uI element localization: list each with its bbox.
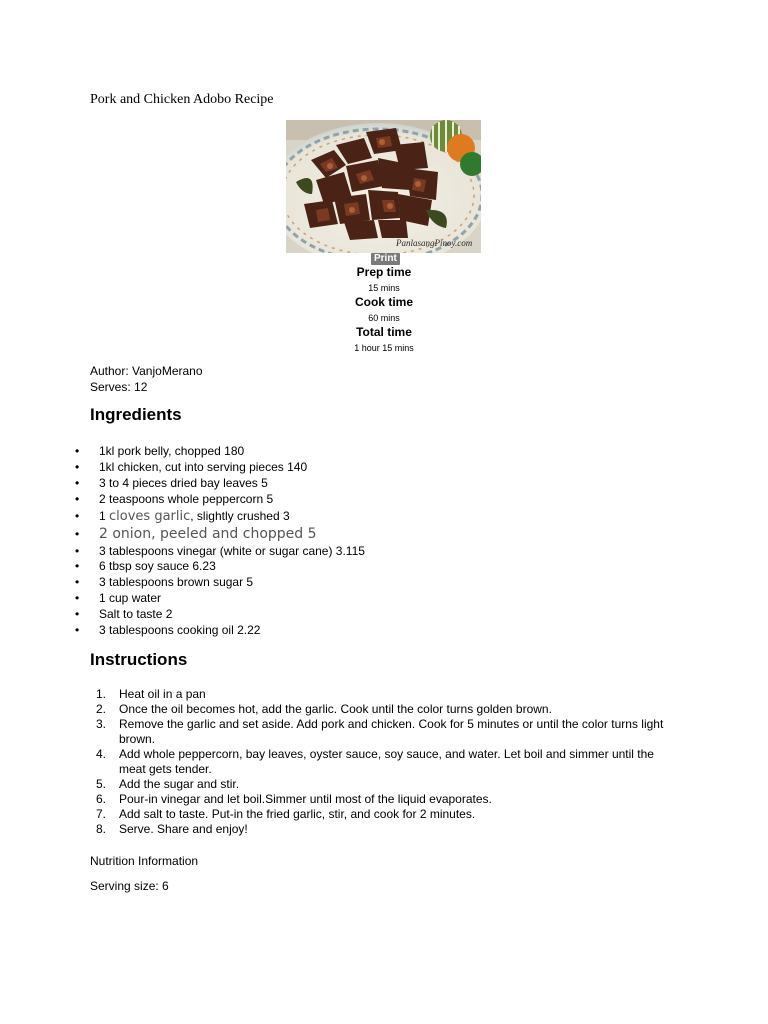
print-button[interactable]: Print — [371, 253, 400, 265]
instruction-step: 8. Serve. Share and enjoy! — [96, 822, 248, 836]
ingredients-heading: Ingredients — [90, 405, 182, 424]
instruction-step: 5. Add the sugar and stir. — [96, 777, 240, 791]
instruction-step: 6. Pour-in vinegar and let boil.Simmer until most of the liquid evaporates. — [96, 792, 492, 806]
ingredient-item: • 1 cloves garlic, slightly crushed 3 — [0, 508, 700, 525]
instructions-heading: Instructions — [90, 650, 188, 669]
cook-time-label: Cook time — [354, 295, 413, 309]
instruction-step: 2. Once the oil becomes hot, add the garlic. Cook until the color turns golden brown. — [96, 702, 552, 716]
ingredient-item: • 3 to 4 pieces dried bay leaves 5 — [0, 476, 700, 492]
ingredient-item: • 2 onion, peeled and chopped 5 — [0, 525, 700, 544]
prep-time-value: 15 mins — [368, 283, 400, 293]
instruction-step: 7. Add salt to taste. Put-in the fried garlic, stir, and cook for 2 minutes. — [96, 807, 476, 821]
author: Author: VanjoMerano — [90, 364, 203, 378]
serves: Serves: 12 — [90, 380, 148, 394]
photo-watermark: PanlasangPinoy.com — [396, 238, 473, 248]
ingredient-item: • 1 cup water — [0, 591, 700, 607]
ingredient-item: • 3 tablespoons vinegar (white or sugar cane) 3.115 — [0, 544, 700, 560]
ingredients-list — [0, 444, 700, 639]
instructions-list — [0, 687, 700, 837]
ingredient-item: • 1kl pork belly, chopped 180 — [0, 444, 700, 460]
page-title: Pork and Chicken Adobo Recipe — [90, 92, 274, 107]
instruction-step: 3. Remove the garlic and set aside. Add pork and chicken. Cook for 5 minutes or until the color turns light brown. — [96, 717, 664, 746]
ingredient-item: • 3 tablespoons brown sugar 5 — [0, 575, 700, 591]
instruction-step: 1. Heat oil in a pan — [96, 687, 206, 701]
prep-time-label: Prep time — [356, 265, 412, 279]
recipe-photo — [286, 120, 481, 253]
ingredient-styled-text: cloves garlic — [109, 508, 191, 524]
ingredient-item: • 6 tbsp soy sauce 6.23 — [0, 559, 700, 575]
ingredient-item: • 3 tablespoons cooking oil 2.22 — [0, 623, 700, 639]
total-time-label: Total time — [356, 325, 412, 339]
ingredient-item: • Salt to taste 2 — [0, 607, 700, 623]
total-time-value: 1 hour 15 mins — [354, 343, 414, 353]
serving-size: Serving size: 6 — [90, 879, 169, 893]
ingredient-item: • 1kl chicken, cut into serving pieces 140 — [0, 460, 700, 476]
cook-time-value: 60 mins — [368, 313, 400, 323]
ingredient-item: • 2 teaspoons whole peppercorn 5 — [0, 492, 700, 508]
adobo-dish-image — [286, 120, 481, 253]
instruction-step: 4. Add whole peppercorn, bay leaves, oyster sauce, soy sauce, and water. Let boil and simmer until the meat gets tender. — [96, 747, 654, 776]
nutrition-heading: Nutrition Information — [90, 854, 199, 868]
